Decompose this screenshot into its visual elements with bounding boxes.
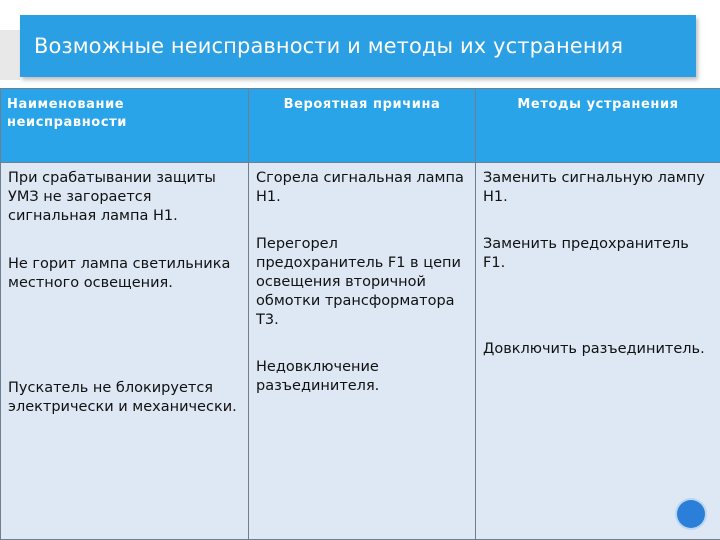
- header-remedy: Методы устранения: [476, 89, 720, 163]
- faults-table: [0, 88, 720, 540]
- remedy-cell: [476, 163, 720, 540]
- fault-2: Не горит лампа светильника местного освещения.: [8, 256, 231, 291]
- remedy-1: Заменить сигнальную лампу Н1.: [483, 170, 705, 205]
- table-header-row: [1, 89, 720, 163]
- cause-2: Перегорел предохранитель F1 в цепи освещения вторичной обмотки трансформатора Т3.: [256, 236, 461, 328]
- remedy-3: Довключить разъединитель.: [483, 341, 705, 357]
- title-shadow-band: [0, 30, 20, 80]
- fault-1: При срабатывании защиты УМЗ не загорается сигнальная лампа Н1.: [8, 170, 216, 224]
- cause-3: Недовключение разъединителя.: [256, 359, 380, 394]
- page-title: Возможные неисправности и методы их устранения: [34, 34, 624, 58]
- cause-cell: [249, 163, 476, 540]
- remedy-2: Заменить предохранитель F1.: [483, 236, 689, 271]
- table-row: [1, 163, 720, 540]
- circle-nav-icon[interactable]: [677, 500, 705, 528]
- fault-cell: [1, 163, 249, 540]
- cause-1: Сгорела сигнальная лампа Н1.: [256, 170, 464, 205]
- header-fault: Наименование неисправности: [1, 89, 249, 163]
- fault-3: Пускатель не блокируется электрически и механически.: [8, 380, 237, 415]
- header-cause: Вероятная причина: [249, 89, 476, 163]
- title-bar: [20, 15, 696, 77]
